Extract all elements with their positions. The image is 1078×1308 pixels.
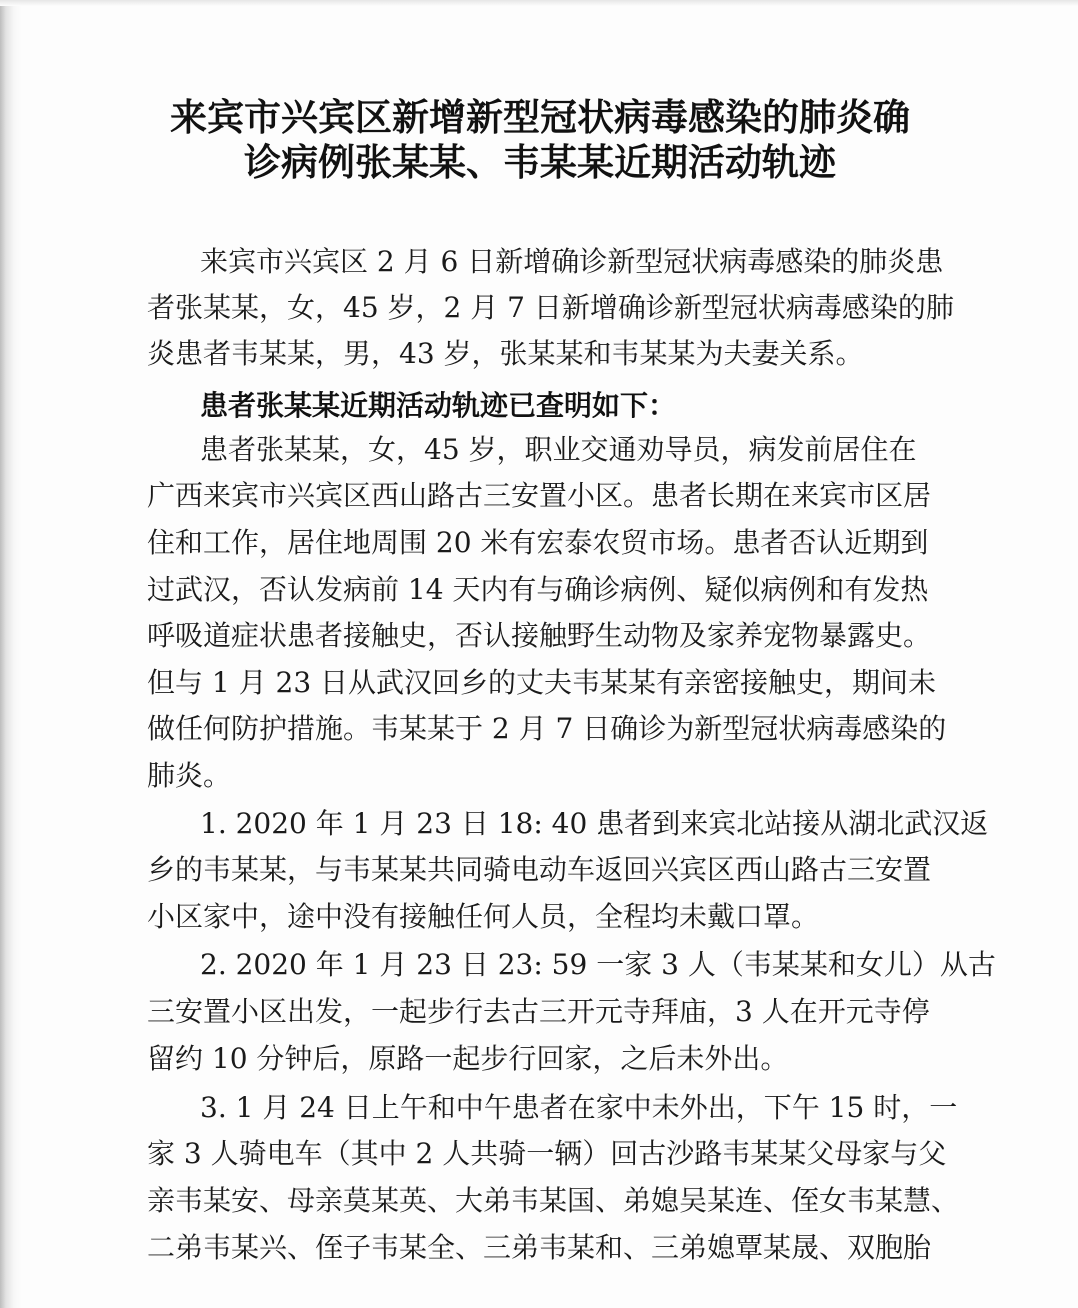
section-heading: 患者张某某近期活动轨迹已查明如下： <box>200 389 677 422</box>
item-1-line-3: 小区家中，途中没有接触任何人员，全程均未戴口罩。 <box>147 900 820 933</box>
item-2-line-1: 2. 2020 年 1 月 23 日 23: 59 一家 3 人（韦某某和女儿）从古 <box>200 948 996 981</box>
body-line-10: 但与 1 月 23 日从武汉回乡的丈夫韦某某有亲密接触史，期间未 <box>147 666 937 699</box>
body-line-6: 广西来宾市兴宾区西山路古三安置小区。患者长期在来宾市区居 <box>147 479 932 512</box>
body-line-8: 过武汉，否认发病前 14 天内有与确诊病例、疑似病例和有发热 <box>147 573 929 606</box>
document-title-line-2: 诊病例张某某、韦某某近期活动轨迹 <box>244 141 836 184</box>
page-edge-shadow <box>0 0 22 1308</box>
item-1-line-2: 乡的韦某某，与韦某某共同骑电动车返回兴宾区西山路古三安置 <box>147 853 932 886</box>
item-3-line-2: 家 3 人骑电车（其中 2 人共骑一辆）回古沙路韦某某父母家与父 <box>147 1137 947 1170</box>
body-line-2: 者张某某，女，45 岁，2 月 7 日新增确诊新型冠状病毒感染的肺 <box>147 291 954 324</box>
item-3-line-3: 亲韦某安、母亲莫某英、大弟韦某国、弟媳吴某连、侄女韦某慧、 <box>147 1184 960 1217</box>
body-line-3: 炎患者韦某某，男，43 岁，张某某和韦某某为夫妻关系。 <box>147 337 864 370</box>
item-2-line-3: 留约 10 分钟后，原路一起步行回家，之后未外出。 <box>147 1042 789 1075</box>
item-1-line-1: 1. 2020 年 1 月 23 日 18: 40 患者到来宾北站接从湖北武汉返 <box>200 807 989 840</box>
body-line-12: 肺炎。 <box>147 759 232 792</box>
body-line-7: 住和工作，居住地周围 20 米有宏泰农贸市场。患者否认近期到 <box>147 526 929 559</box>
body-line-11: 做任何防护措施。韦某某于 2 月 7 日确诊为新型冠状病毒感染的 <box>147 712 947 745</box>
body-line-9: 呼吸道症状患者接触史，否认接触野生动物及家养宠物暴露史。 <box>147 619 932 652</box>
document-title-line-1: 来宾市兴宾区新增新型冠状病毒感染的肺炎确 <box>170 96 910 139</box>
page-top-shadow <box>0 0 1078 6</box>
body-line-1: 来宾市兴宾区 2 月 6 日新增确诊新型冠状病毒感染的肺炎患 <box>200 245 944 278</box>
item-3-line-4: 二弟韦某兴、侄子韦某全、三弟韦某和、三弟媳覃某晟、双胞胎 <box>147 1231 932 1264</box>
body-line-5: 患者张某某，女，45 岁，职业交通劝导员，病发前居住在 <box>200 433 917 466</box>
item-2-line-2: 三安置小区出发，一起步行去古三开元寺拜庙，3 人在开元寺停 <box>147 995 930 1028</box>
item-3-line-1: 3. 1 月 24 日上午和中午患者在家中未外出，下午 15 时，一 <box>200 1091 958 1124</box>
